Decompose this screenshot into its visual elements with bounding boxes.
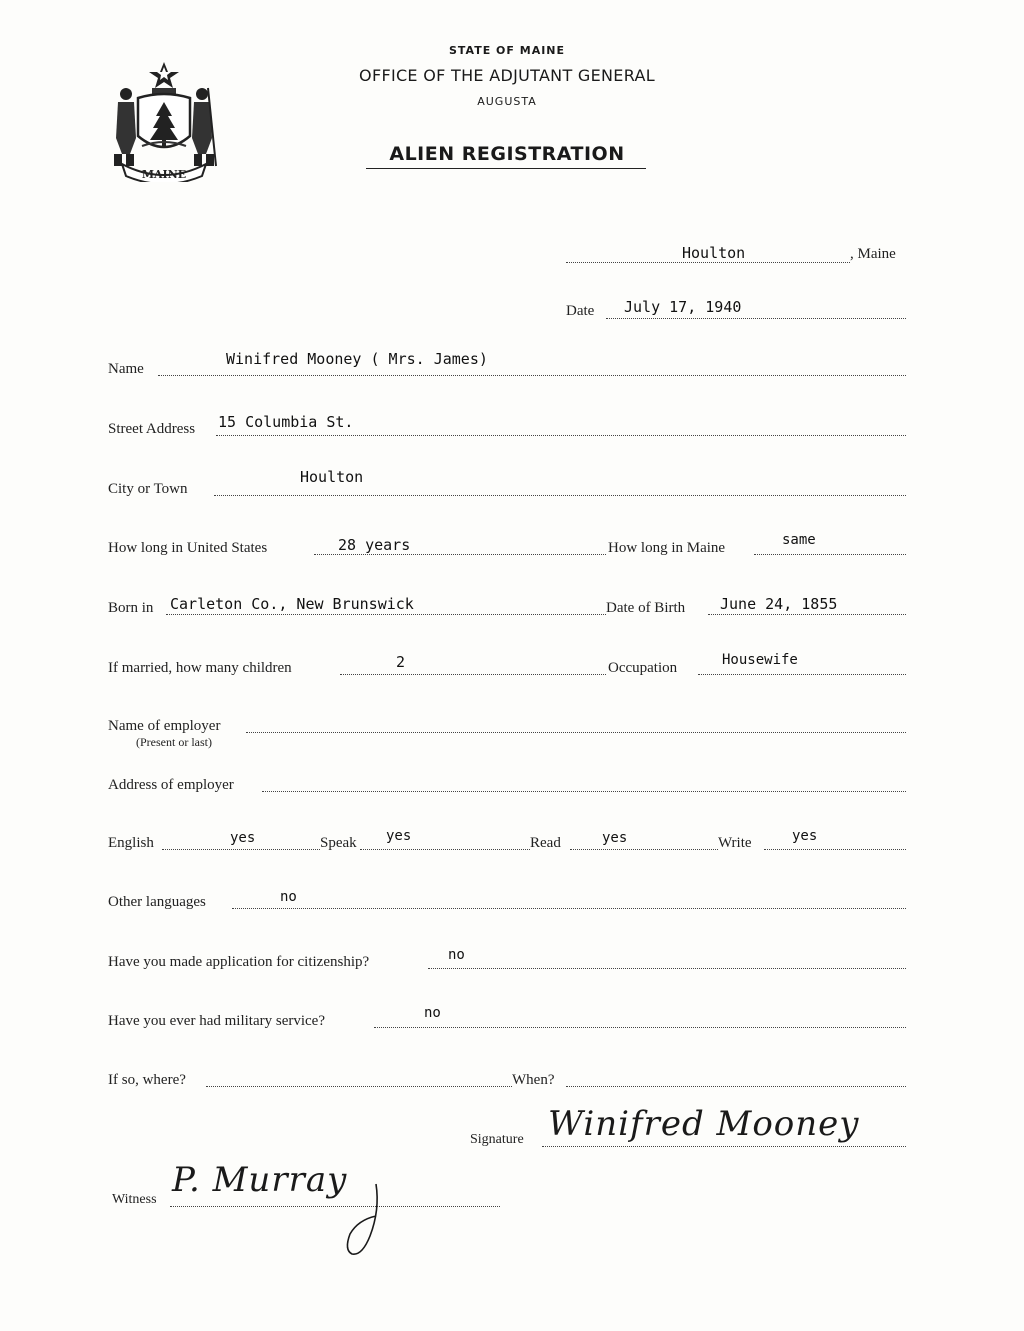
dob-label: Date of Birth (606, 600, 686, 616)
other-languages-dotted-line (232, 908, 906, 909)
employer-address-label: Address of employer (108, 777, 234, 793)
children-value: 2 (396, 653, 406, 671)
born-label: Born in (108, 600, 154, 616)
where-dotted-line (206, 1086, 512, 1087)
witness-value: P. Murray (172, 1160, 348, 1200)
born-dotted-line (166, 614, 606, 615)
citizenship-value: no (448, 947, 465, 963)
date-value: July 17, 1940 (624, 298, 742, 316)
other-languages-label: Other languages (108, 894, 206, 910)
where-label: If so, where? (108, 1072, 186, 1088)
maine-length-label: How long in Maine (608, 540, 726, 556)
occupation-label: Occupation (608, 660, 678, 676)
header-state: STATE OF MAINE (448, 44, 566, 57)
citizenship-dotted-line (428, 968, 906, 969)
page-title: ALIEN REGISTRATION (389, 143, 625, 165)
employer-address-dotted-line (262, 791, 906, 792)
place-suffix: , Maine (850, 246, 896, 262)
title-underline (366, 168, 646, 169)
name-label: Name (108, 361, 144, 377)
write-dotted-line (764, 849, 906, 850)
english-label: English (108, 835, 154, 851)
children-label: If married, how many children (108, 660, 292, 676)
when-dotted-line (566, 1086, 906, 1087)
other-languages-value: no (280, 889, 297, 905)
date-label: Date (566, 303, 595, 319)
state-seal-icon (108, 58, 220, 182)
header-city: AUGUSTA (477, 95, 537, 108)
speak-value: yes (386, 828, 412, 844)
dob-value: June 24, 1855 (720, 595, 838, 613)
employer-dotted-line (246, 732, 906, 733)
occupation-dotted-line (698, 674, 906, 675)
place-dotted-line (566, 262, 850, 263)
street-label: Street Address (108, 421, 196, 437)
maine-length-dotted-line (754, 554, 906, 555)
name-value: Winifred Mooney ( Mrs. James) (226, 350, 488, 368)
citizenship-label: Have you made application for citizenship? (108, 954, 370, 970)
employer-sublabel: (Present or last) (136, 735, 212, 749)
read-label: Read (530, 835, 561, 851)
us-length-label: How long in United States (108, 540, 268, 556)
military-value: no (424, 1005, 441, 1021)
witness-signature-flourish (336, 1180, 386, 1262)
header-office: OFFICE OF THE ADJUTANT GENERAL (359, 66, 655, 85)
write-value: yes (792, 828, 818, 844)
signature-label: Signature (470, 1132, 524, 1147)
military-dotted-line (374, 1027, 906, 1028)
city-value: Houlton (300, 468, 364, 486)
witness-label: Witness (112, 1192, 157, 1207)
children-dotted-line (340, 674, 606, 675)
name-dotted-line (158, 375, 906, 376)
city-dotted-line (214, 495, 906, 496)
speak-dotted-line (360, 849, 530, 850)
city-label: City or Town (108, 481, 188, 497)
born-value: Carleton Co., New Brunswick (170, 595, 414, 613)
occupation-value: Housewife (722, 652, 798, 668)
maine-length-value: same (782, 532, 816, 548)
write-label: Write (718, 835, 752, 851)
svg-text:MAINE: MAINE (141, 168, 187, 181)
place-value: Houlton (682, 244, 746, 262)
english-value: yes (230, 830, 256, 846)
us-length-dotted-line (314, 554, 606, 555)
english-dotted-line (162, 849, 320, 850)
signature-value: Winifred Mooney (548, 1104, 860, 1144)
read-dotted-line (570, 849, 718, 850)
us-length-value: 28 years (338, 536, 411, 554)
speak-label: Speak (320, 835, 357, 851)
dob-dotted-line (708, 614, 906, 615)
military-label: Have you ever had military service? (108, 1013, 325, 1029)
street-dotted-line (216, 435, 906, 436)
read-value: yes (602, 830, 628, 846)
when-label: When? (512, 1072, 555, 1088)
employer-label: Name of employer (108, 718, 221, 734)
street-value: 15 Columbia St. (218, 413, 354, 431)
date-dotted-line (606, 318, 906, 319)
signature-dotted-line (542, 1146, 906, 1147)
witness-dotted-line (170, 1206, 500, 1207)
